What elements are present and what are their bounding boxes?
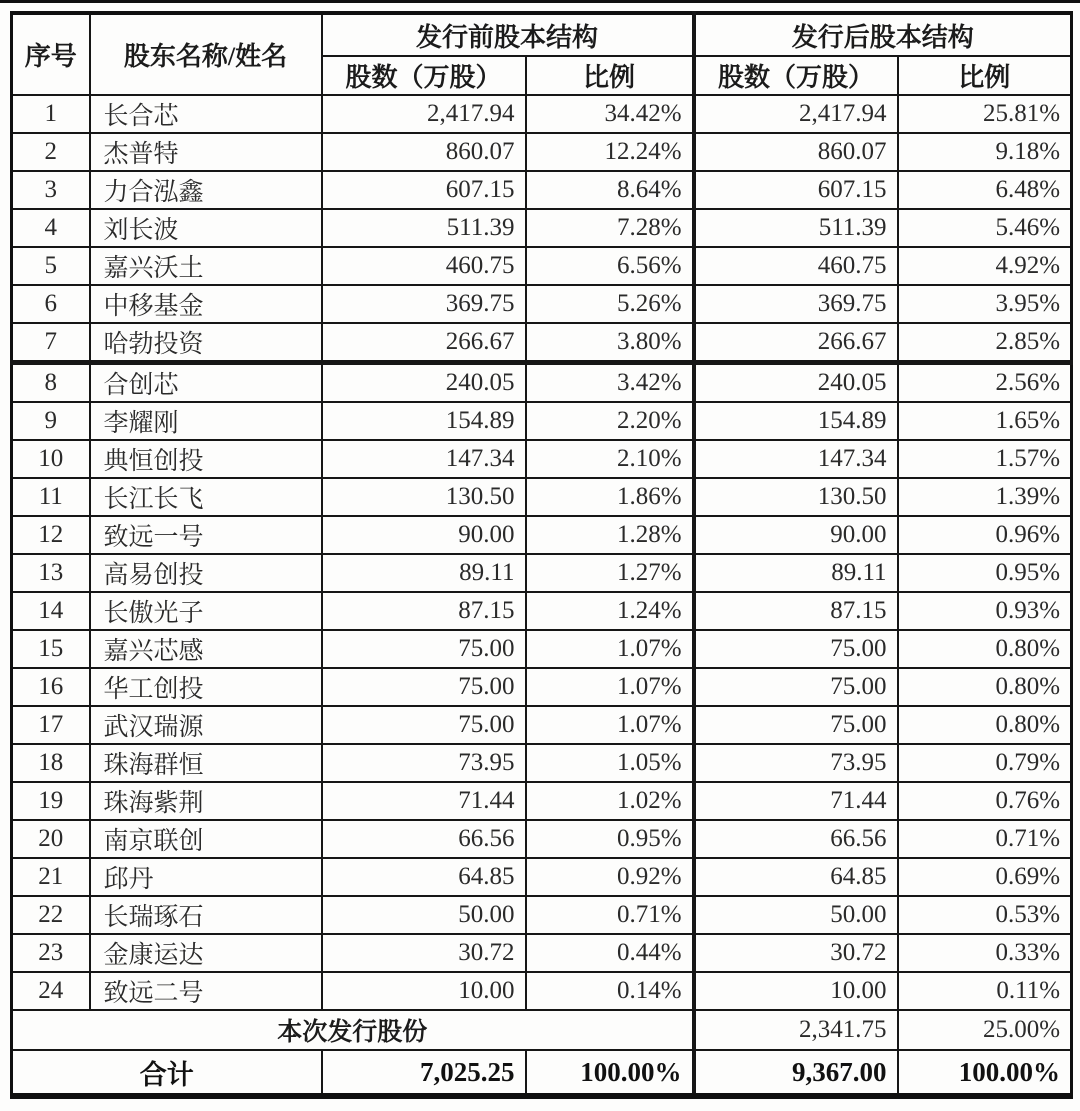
- table-row: [12, 630, 1072, 668]
- cell-post-shares: 266.67: [694, 323, 898, 363]
- cell-pre-shares: 50.00: [322, 896, 526, 934]
- table-row: [12, 209, 1072, 247]
- cell-name: 刘长波: [90, 209, 322, 247]
- cell-post-ratio: 0.80%: [898, 668, 1072, 706]
- table-row: [12, 706, 1072, 744]
- cell-index: 19: [12, 782, 90, 820]
- cell-index: 5: [12, 247, 90, 285]
- table-row: [12, 516, 1072, 554]
- cell-pre-ratio: 3.80%: [526, 323, 694, 363]
- cell-name: 致远二号: [90, 972, 322, 1010]
- cell-pre-shares: 75.00: [322, 706, 526, 744]
- cell-pre-shares: 87.15: [322, 592, 526, 630]
- table-header: [12, 13, 1072, 95]
- cell-name: 长傲光子: [90, 592, 322, 630]
- cell-post-ratio: 0.11%: [898, 972, 1072, 1010]
- table-row: [12, 95, 1072, 133]
- cell-index: 22: [12, 896, 90, 934]
- cell-post-shares: 130.50: [694, 478, 898, 516]
- cell-post-ratio: 25.81%: [898, 95, 1072, 133]
- cell-post-shares: 89.11: [694, 554, 898, 592]
- cell-post-shares: 147.34: [694, 440, 898, 478]
- cell-index: 6: [12, 285, 90, 323]
- cell-post-shares: 75.00: [694, 630, 898, 668]
- cell-post-shares: 460.75: [694, 247, 898, 285]
- cell-pre-shares: 89.11: [322, 554, 526, 592]
- cell-pre-ratio: 0.95%: [526, 820, 694, 858]
- issue-label: 本次发行股份: [12, 1010, 694, 1050]
- cell-pre-ratio: 1.07%: [526, 706, 694, 744]
- cell-pre-ratio: 1.28%: [526, 516, 694, 554]
- cell-name: 李耀刚: [90, 402, 322, 440]
- cell-pre-shares: 73.95: [322, 744, 526, 782]
- cell-name: 邱丹: [90, 858, 322, 896]
- cell-pre-ratio: 0.92%: [526, 858, 694, 896]
- cell-pre-ratio: 1.24%: [526, 592, 694, 630]
- cell-post-ratio: 1.57%: [898, 440, 1072, 478]
- table-row: [12, 363, 1072, 403]
- cell-pre-shares: 10.00: [322, 972, 526, 1010]
- table-row: [12, 402, 1072, 440]
- cell-pre-ratio: 1.27%: [526, 554, 694, 592]
- header-index: 序号: [12, 13, 90, 95]
- issue-row: [12, 1010, 1072, 1050]
- cell-index: 17: [12, 706, 90, 744]
- cell-post-ratio: 1.65%: [898, 402, 1072, 440]
- cell-pre-ratio: 1.07%: [526, 668, 694, 706]
- cell-post-ratio: 0.69%: [898, 858, 1072, 896]
- total-row: [12, 1050, 1072, 1096]
- cell-name: 武汉瑞源: [90, 706, 322, 744]
- cell-post-ratio: 0.95%: [898, 554, 1072, 592]
- cell-name: 高易创投: [90, 554, 322, 592]
- cell-post-shares: 73.95: [694, 744, 898, 782]
- cell-pre-shares: 147.34: [322, 440, 526, 478]
- cell-post-ratio: 0.96%: [898, 516, 1072, 554]
- top-rule: [0, 0, 1080, 3]
- cell-name: 长合芯: [90, 95, 322, 133]
- total-post-shares: 9,367.00: [694, 1050, 898, 1096]
- cell-pre-shares: 460.75: [322, 247, 526, 285]
- cell-pre-shares: 2,417.94: [322, 95, 526, 133]
- cell-pre-shares: 860.07: [322, 133, 526, 171]
- cell-name: 哈勃投资: [90, 323, 322, 363]
- cell-pre-ratio: 7.28%: [526, 209, 694, 247]
- header-shareholder-name: 股东名称/姓名: [90, 13, 322, 95]
- header-pre-issue-group: 发行前股本结构: [322, 13, 694, 56]
- cell-post-shares: 154.89: [694, 402, 898, 440]
- table-body: [12, 95, 1072, 1010]
- cell-name: 嘉兴芯感: [90, 630, 322, 668]
- cell-post-ratio: 2.85%: [898, 323, 1072, 363]
- cell-name: 珠海群恒: [90, 744, 322, 782]
- cell-name: 中移基金: [90, 285, 322, 323]
- table-row: [12, 934, 1072, 972]
- table-row: [12, 323, 1072, 363]
- cell-pre-shares: 240.05: [322, 363, 526, 403]
- cell-post-ratio: 0.80%: [898, 630, 1072, 668]
- cell-index: 8: [12, 363, 90, 403]
- header-pre-ratio: 比例: [526, 56, 694, 95]
- cell-pre-shares: 369.75: [322, 285, 526, 323]
- total-pre-ratio: 100.00%: [526, 1050, 694, 1096]
- cell-post-ratio: 3.95%: [898, 285, 1072, 323]
- table-row: [12, 858, 1072, 896]
- table-row: [12, 133, 1072, 171]
- total-post-ratio: 100.00%: [898, 1050, 1072, 1096]
- header-post-shares: 股数（万股）: [694, 56, 898, 95]
- cell-name: 力合泓鑫: [90, 171, 322, 209]
- cell-pre-shares: 130.50: [322, 478, 526, 516]
- cell-pre-ratio: 2.20%: [526, 402, 694, 440]
- cell-name: 嘉兴沃土: [90, 247, 322, 285]
- cell-name: 长瑞琢石: [90, 896, 322, 934]
- table-row: [12, 171, 1072, 209]
- cell-post-shares: 75.00: [694, 706, 898, 744]
- cell-index: 20: [12, 820, 90, 858]
- cell-index: 18: [12, 744, 90, 782]
- cell-post-shares: 75.00: [694, 668, 898, 706]
- cell-post-shares: 369.75: [694, 285, 898, 323]
- cell-index: 12: [12, 516, 90, 554]
- cell-pre-ratio: 12.24%: [526, 133, 694, 171]
- cell-post-shares: 50.00: [694, 896, 898, 934]
- table-row: [12, 668, 1072, 706]
- cell-index: 3: [12, 171, 90, 209]
- table-row: [12, 554, 1072, 592]
- cell-pre-ratio: 1.86%: [526, 478, 694, 516]
- cell-post-shares: 30.72: [694, 934, 898, 972]
- cell-index: 15: [12, 630, 90, 668]
- cell-post-ratio: 0.53%: [898, 896, 1072, 934]
- shareholder-structure-table: [10, 11, 1073, 1099]
- cell-pre-ratio: 6.56%: [526, 247, 694, 285]
- cell-index: 11: [12, 478, 90, 516]
- cell-pre-shares: 511.39: [322, 209, 526, 247]
- cell-pre-ratio: 0.71%: [526, 896, 694, 934]
- cell-pre-shares: 71.44: [322, 782, 526, 820]
- cell-post-shares: 90.00: [694, 516, 898, 554]
- cell-post-shares: 66.56: [694, 820, 898, 858]
- cell-index: 4: [12, 209, 90, 247]
- header-post-ratio: 比例: [898, 56, 1072, 95]
- total-pre-shares: 7,025.25: [322, 1050, 526, 1096]
- cell-post-shares: 511.39: [694, 209, 898, 247]
- cell-name: 典恒创投: [90, 440, 322, 478]
- table-row: [12, 440, 1072, 478]
- cell-pre-ratio: 8.64%: [526, 171, 694, 209]
- cell-pre-ratio: 1.02%: [526, 782, 694, 820]
- cell-pre-shares: 75.00: [322, 630, 526, 668]
- cell-post-ratio: 0.71%: [898, 820, 1072, 858]
- cell-post-ratio: 5.46%: [898, 209, 1072, 247]
- table-row: [12, 744, 1072, 782]
- cell-post-ratio: 2.56%: [898, 363, 1072, 403]
- cell-index: 1: [12, 95, 90, 133]
- cell-name: 珠海紫荆: [90, 782, 322, 820]
- header-post-issue-group: 发行后股本结构: [694, 13, 1072, 56]
- cell-post-shares: 64.85: [694, 858, 898, 896]
- cell-name: 南京联创: [90, 820, 322, 858]
- cell-index: 2: [12, 133, 90, 171]
- cell-post-ratio: 0.80%: [898, 706, 1072, 744]
- table-footer: [12, 1010, 1072, 1096]
- cell-post-ratio: 0.79%: [898, 744, 1072, 782]
- cell-pre-shares: 154.89: [322, 402, 526, 440]
- cell-post-ratio: 9.18%: [898, 133, 1072, 171]
- cell-pre-ratio: 1.07%: [526, 630, 694, 668]
- issue-post-shares: 2,341.75: [694, 1010, 898, 1050]
- header-group-row: [12, 13, 1072, 56]
- issue-post-ratio: 25.00%: [898, 1010, 1072, 1050]
- cell-index: 21: [12, 858, 90, 896]
- cell-name: 合创芯: [90, 363, 322, 403]
- cell-index: 9: [12, 402, 90, 440]
- cell-name: 华工创投: [90, 668, 322, 706]
- cell-index: 13: [12, 554, 90, 592]
- cell-post-ratio: 0.93%: [898, 592, 1072, 630]
- cell-name: 金康运达: [90, 934, 322, 972]
- table-row: [12, 782, 1072, 820]
- cell-pre-ratio: 3.42%: [526, 363, 694, 403]
- cell-post-ratio: 4.92%: [898, 247, 1072, 285]
- cell-index: 7: [12, 323, 90, 363]
- cell-name: 致远一号: [90, 516, 322, 554]
- cell-pre-shares: 66.56: [322, 820, 526, 858]
- cell-post-shares: 71.44: [694, 782, 898, 820]
- table-row: [12, 896, 1072, 934]
- cell-post-shares: 2,417.94: [694, 95, 898, 133]
- cell-pre-shares: 75.00: [322, 668, 526, 706]
- cell-pre-shares: 30.72: [322, 934, 526, 972]
- table-row: [12, 285, 1072, 323]
- cell-post-shares: 860.07: [694, 133, 898, 171]
- cell-pre-ratio: 0.44%: [526, 934, 694, 972]
- cell-index: 23: [12, 934, 90, 972]
- header-pre-shares: 股数（万股）: [322, 56, 526, 95]
- table-row: [12, 592, 1072, 630]
- cell-pre-shares: 90.00: [322, 516, 526, 554]
- table-row: [12, 478, 1072, 516]
- cell-post-shares: 240.05: [694, 363, 898, 403]
- cell-post-ratio: 6.48%: [898, 171, 1072, 209]
- cell-post-shares: 87.15: [694, 592, 898, 630]
- cell-pre-ratio: 5.26%: [526, 285, 694, 323]
- cell-name: 杰普特: [90, 133, 322, 171]
- cell-post-ratio: 1.39%: [898, 478, 1072, 516]
- cell-post-shares: 607.15: [694, 171, 898, 209]
- cell-pre-ratio: 0.14%: [526, 972, 694, 1010]
- cell-pre-shares: 64.85: [322, 858, 526, 896]
- table-row: [12, 247, 1072, 285]
- table-row: [12, 820, 1072, 858]
- cell-index: 14: [12, 592, 90, 630]
- total-label: 合计: [12, 1050, 322, 1096]
- cell-post-ratio: 0.76%: [898, 782, 1072, 820]
- cell-pre-ratio: 1.05%: [526, 744, 694, 782]
- table-row: [12, 972, 1072, 1010]
- cell-pre-shares: 607.15: [322, 171, 526, 209]
- cell-pre-ratio: 2.10%: [526, 440, 694, 478]
- cell-post-ratio: 0.33%: [898, 934, 1072, 972]
- cell-index: 16: [12, 668, 90, 706]
- cell-pre-ratio: 34.42%: [526, 95, 694, 133]
- cell-index: 10: [12, 440, 90, 478]
- cell-post-shares: 10.00: [694, 972, 898, 1010]
- cell-pre-shares: 266.67: [322, 323, 526, 363]
- cell-index: 24: [12, 972, 90, 1010]
- cell-name: 长江长飞: [90, 478, 322, 516]
